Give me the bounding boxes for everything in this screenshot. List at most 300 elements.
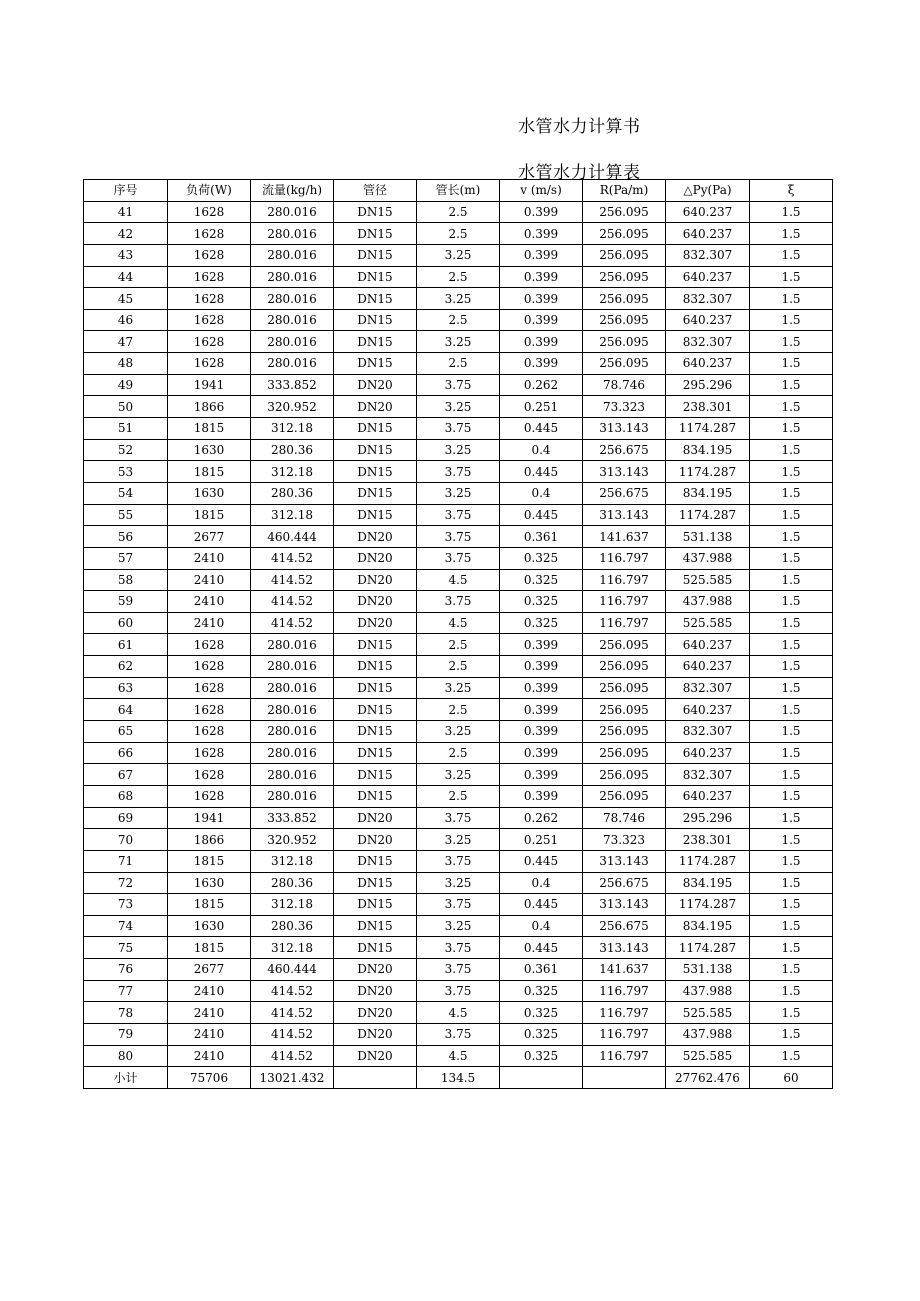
cell-pressure-drop: 640.237	[666, 266, 750, 288]
cell-xi: 1.5	[750, 872, 833, 894]
subtotal-xi: 60	[750, 1067, 833, 1089]
cell-friction: 256.095	[583, 266, 666, 288]
cell-index: 64	[84, 699, 168, 721]
cell-friction: 256.095	[583, 785, 666, 807]
table-row	[84, 591, 833, 613]
cell-index: 71	[84, 850, 168, 872]
cell-pipe-length: 3.75	[417, 418, 500, 440]
cell-friction: 116.797	[583, 1023, 666, 1045]
table-row	[84, 353, 833, 375]
cell-friction: 256.095	[583, 764, 666, 786]
col-header-xi: ξ	[750, 180, 833, 202]
cell-pipe-diameter: DN15	[334, 915, 417, 937]
cell-flow: 280.36	[251, 915, 334, 937]
cell-load: 1628	[168, 656, 251, 678]
cell-velocity: 0.399	[500, 353, 583, 375]
cell-pipe-length: 3.25	[417, 331, 500, 353]
cell-pipe-length: 3.25	[417, 396, 500, 418]
cell-load: 1630	[168, 439, 251, 461]
cell-flow: 280.016	[251, 634, 334, 656]
cell-index: 73	[84, 894, 168, 916]
table-row	[84, 1045, 833, 1067]
cell-pressure-drop: 531.138	[666, 959, 750, 981]
document-title: 水管水力计算书	[518, 117, 641, 137]
cell-flow: 312.18	[251, 894, 334, 916]
cell-friction: 313.143	[583, 937, 666, 959]
cell-flow: 320.952	[251, 396, 334, 418]
cell-flow: 280.016	[251, 288, 334, 310]
cell-load: 1628	[168, 331, 251, 353]
col-header-flow: 流量(kg/h)	[251, 180, 334, 202]
cell-flow: 414.52	[251, 1002, 334, 1024]
cell-pressure-drop: 295.296	[666, 807, 750, 829]
cell-velocity: 0.251	[500, 829, 583, 851]
cell-pipe-diameter: DN15	[334, 742, 417, 764]
cell-flow: 414.52	[251, 1045, 334, 1067]
cell-friction: 256.095	[583, 677, 666, 699]
cell-load: 2410	[168, 1023, 251, 1045]
cell-velocity: 0.4	[500, 915, 583, 937]
cell-index: 62	[84, 656, 168, 678]
cell-pipe-length: 3.75	[417, 591, 500, 613]
cell-flow: 414.52	[251, 591, 334, 613]
table-row	[84, 959, 833, 981]
subtotal-pipe-diameter	[334, 1067, 417, 1089]
cell-pipe-length: 3.75	[417, 526, 500, 548]
cell-pipe-diameter: DN15	[334, 482, 417, 504]
cell-xi: 1.5	[750, 504, 833, 526]
cell-load: 1628	[168, 699, 251, 721]
cell-load: 1815	[168, 937, 251, 959]
cell-velocity: 0.399	[500, 331, 583, 353]
cell-xi: 1.5	[750, 850, 833, 872]
cell-flow: 320.952	[251, 829, 334, 851]
cell-pipe-diameter: DN20	[334, 569, 417, 591]
cell-friction: 73.323	[583, 396, 666, 418]
cell-pressure-drop: 525.585	[666, 1045, 750, 1067]
table-row	[84, 937, 833, 959]
cell-pipe-length: 3.75	[417, 374, 500, 396]
cell-pipe-diameter: DN15	[334, 937, 417, 959]
subtotal-pressure-drop: 27762.476	[666, 1067, 750, 1089]
cell-friction: 256.095	[583, 656, 666, 678]
cell-pipe-length: 3.75	[417, 504, 500, 526]
cell-index: 43	[84, 244, 168, 266]
cell-load: 1866	[168, 829, 251, 851]
cell-pipe-diameter: DN20	[334, 959, 417, 981]
cell-flow: 312.18	[251, 504, 334, 526]
cell-pipe-diameter: DN20	[334, 374, 417, 396]
cell-pipe-length: 4.5	[417, 612, 500, 634]
col-header-load: 负荷(W)	[168, 180, 251, 202]
cell-flow: 414.52	[251, 612, 334, 634]
table-row	[84, 1023, 833, 1045]
subtotal-label: 小计	[84, 1067, 168, 1089]
table-row	[84, 829, 833, 851]
cell-xi: 1.5	[750, 634, 833, 656]
cell-index: 65	[84, 721, 168, 743]
header-row	[84, 180, 833, 202]
col-header-pipe-length: 管长(m)	[417, 180, 500, 202]
cell-velocity: 0.4	[500, 872, 583, 894]
cell-pressure-drop: 834.195	[666, 915, 750, 937]
cell-pressure-drop: 834.195	[666, 872, 750, 894]
cell-flow: 280.36	[251, 482, 334, 504]
cell-xi: 1.5	[750, 569, 833, 591]
cell-load: 2410	[168, 1002, 251, 1024]
table-row	[84, 894, 833, 916]
cell-index: 68	[84, 785, 168, 807]
cell-index: 80	[84, 1045, 168, 1067]
cell-xi: 1.5	[750, 1045, 833, 1067]
cell-pipe-diameter: DN15	[334, 439, 417, 461]
cell-pipe-length: 2.5	[417, 634, 500, 656]
cell-xi: 1.5	[750, 331, 833, 353]
cell-load: 1628	[168, 764, 251, 786]
cell-pressure-drop: 640.237	[666, 353, 750, 375]
cell-flow: 280.016	[251, 309, 334, 331]
cell-pipe-diameter: DN20	[334, 1023, 417, 1045]
cell-velocity: 0.325	[500, 1045, 583, 1067]
subtotal-flow: 13021.432	[251, 1067, 334, 1089]
cell-load: 1941	[168, 807, 251, 829]
cell-index: 49	[84, 374, 168, 396]
cell-pipe-diameter: DN15	[334, 699, 417, 721]
cell-pipe-length: 4.5	[417, 1045, 500, 1067]
cell-friction: 256.095	[583, 309, 666, 331]
col-header-velocity: v (m/s)	[500, 180, 583, 202]
cell-pressure-drop: 832.307	[666, 331, 750, 353]
cell-velocity: 0.399	[500, 764, 583, 786]
cell-pipe-diameter: DN15	[334, 656, 417, 678]
cell-pipe-length: 3.75	[417, 461, 500, 483]
cell-friction: 256.095	[583, 699, 666, 721]
cell-friction: 256.675	[583, 915, 666, 937]
subtotal-row	[84, 1067, 833, 1089]
cell-pipe-length: 2.5	[417, 266, 500, 288]
cell-velocity: 0.325	[500, 569, 583, 591]
table-row	[84, 461, 833, 483]
cell-pressure-drop: 1174.287	[666, 850, 750, 872]
cell-friction: 256.095	[583, 288, 666, 310]
cell-load: 2410	[168, 612, 251, 634]
cell-load: 1815	[168, 894, 251, 916]
cell-friction: 256.675	[583, 439, 666, 461]
cell-xi: 1.5	[750, 829, 833, 851]
cell-pipe-length: 2.5	[417, 742, 500, 764]
cell-load: 2677	[168, 959, 251, 981]
cell-friction: 116.797	[583, 547, 666, 569]
cell-load: 1628	[168, 721, 251, 743]
cell-pipe-diameter: DN15	[334, 461, 417, 483]
cell-velocity: 0.399	[500, 634, 583, 656]
cell-xi: 1.5	[750, 309, 833, 331]
cell-pressure-drop: 1174.287	[666, 937, 750, 959]
cell-pipe-diameter: DN15	[334, 785, 417, 807]
cell-xi: 1.5	[750, 591, 833, 613]
cell-index: 66	[84, 742, 168, 764]
cell-pipe-diameter: DN15	[334, 764, 417, 786]
cell-friction: 313.143	[583, 850, 666, 872]
cell-load: 1630	[168, 872, 251, 894]
cell-xi: 1.5	[750, 547, 833, 569]
cell-pressure-drop: 832.307	[666, 764, 750, 786]
cell-flow: 414.52	[251, 980, 334, 1002]
cell-load: 1628	[168, 677, 251, 699]
cell-pressure-drop: 640.237	[666, 634, 750, 656]
cell-flow: 280.016	[251, 223, 334, 245]
cell-pressure-drop: 531.138	[666, 526, 750, 548]
cell-flow: 280.016	[251, 353, 334, 375]
table-row	[84, 677, 833, 699]
cell-pipe-diameter: DN20	[334, 612, 417, 634]
cell-index: 72	[84, 872, 168, 894]
cell-index: 46	[84, 309, 168, 331]
table-row	[84, 721, 833, 743]
cell-pressure-drop: 640.237	[666, 742, 750, 764]
cell-friction: 73.323	[583, 829, 666, 851]
cell-velocity: 0.325	[500, 1023, 583, 1045]
cell-index: 60	[84, 612, 168, 634]
cell-xi: 1.5	[750, 223, 833, 245]
cell-pipe-length: 4.5	[417, 1002, 500, 1024]
cell-pressure-drop: 525.585	[666, 612, 750, 634]
cell-xi: 1.5	[750, 807, 833, 829]
subtotal-load: 75706	[168, 1067, 251, 1089]
cell-pipe-length: 3.75	[417, 980, 500, 1002]
cell-index: 57	[84, 547, 168, 569]
cell-friction: 116.797	[583, 569, 666, 591]
cell-pipe-length: 3.25	[417, 482, 500, 504]
cell-friction: 256.095	[583, 353, 666, 375]
cell-pipe-length: 3.25	[417, 764, 500, 786]
cell-flow: 280.016	[251, 201, 334, 223]
cell-pressure-drop: 1174.287	[666, 504, 750, 526]
cell-pressure-drop: 832.307	[666, 677, 750, 699]
cell-pressure-drop: 640.237	[666, 656, 750, 678]
table-row	[84, 418, 833, 440]
cell-pipe-diameter: DN15	[334, 418, 417, 440]
cell-velocity: 0.325	[500, 612, 583, 634]
cell-index: 76	[84, 959, 168, 981]
cell-load: 1628	[168, 634, 251, 656]
cell-flow: 460.444	[251, 526, 334, 548]
cell-pressure-drop: 832.307	[666, 288, 750, 310]
cell-flow: 280.016	[251, 656, 334, 678]
cell-xi: 1.5	[750, 656, 833, 678]
cell-friction: 141.637	[583, 959, 666, 981]
cell-pipe-diameter: DN15	[334, 894, 417, 916]
cell-index: 79	[84, 1023, 168, 1045]
cell-index: 75	[84, 937, 168, 959]
cell-pressure-drop: 295.296	[666, 374, 750, 396]
cell-friction: 313.143	[583, 418, 666, 440]
cell-flow: 280.016	[251, 266, 334, 288]
col-header-pipe-diameter: 管径	[334, 180, 417, 202]
cell-friction: 141.637	[583, 526, 666, 548]
cell-index: 70	[84, 829, 168, 851]
cell-flow: 312.18	[251, 850, 334, 872]
cell-xi: 1.5	[750, 980, 833, 1002]
cell-velocity: 0.399	[500, 266, 583, 288]
cell-pipe-diameter: DN15	[334, 677, 417, 699]
subtotal-pipe-length: 134.5	[417, 1067, 500, 1089]
cell-pipe-diameter: DN15	[334, 634, 417, 656]
cell-load: 1941	[168, 374, 251, 396]
subtotal-velocity	[500, 1067, 583, 1089]
cell-xi: 1.5	[750, 482, 833, 504]
cell-friction: 116.797	[583, 1045, 666, 1067]
cell-velocity: 0.325	[500, 591, 583, 613]
cell-pipe-length: 3.25	[417, 872, 500, 894]
cell-pipe-length: 2.5	[417, 309, 500, 331]
cell-velocity: 0.399	[500, 223, 583, 245]
cell-velocity: 0.361	[500, 526, 583, 548]
cell-xi: 1.5	[750, 1023, 833, 1045]
cell-flow: 280.016	[251, 699, 334, 721]
table-row	[84, 1002, 833, 1024]
cell-load: 1866	[168, 396, 251, 418]
cell-load: 1815	[168, 461, 251, 483]
table-row	[84, 807, 833, 829]
cell-load: 1630	[168, 915, 251, 937]
table-row	[84, 569, 833, 591]
cell-pipe-diameter: DN15	[334, 266, 417, 288]
cell-flow: 280.36	[251, 439, 334, 461]
cell-flow: 312.18	[251, 418, 334, 440]
cell-velocity: 0.262	[500, 807, 583, 829]
table-row	[84, 396, 833, 418]
cell-flow: 280.016	[251, 331, 334, 353]
table-row	[84, 201, 833, 223]
cell-xi: 1.5	[750, 894, 833, 916]
cell-index: 69	[84, 807, 168, 829]
cell-load: 1628	[168, 785, 251, 807]
cell-flow: 280.016	[251, 721, 334, 743]
cell-pressure-drop: 834.195	[666, 439, 750, 461]
cell-pressure-drop: 238.301	[666, 396, 750, 418]
table-row	[84, 612, 833, 634]
cell-pipe-length: 3.75	[417, 547, 500, 569]
cell-velocity: 0.445	[500, 894, 583, 916]
col-header-friction: R(Pa/m)	[583, 180, 666, 202]
cell-pressure-drop: 1174.287	[666, 418, 750, 440]
cell-velocity: 0.262	[500, 374, 583, 396]
cell-pressure-drop: 525.585	[666, 1002, 750, 1024]
cell-pipe-length: 3.25	[417, 915, 500, 937]
cell-flow: 333.852	[251, 807, 334, 829]
cell-pipe-diameter: DN15	[334, 721, 417, 743]
cell-xi: 1.5	[750, 353, 833, 375]
cell-friction: 78.746	[583, 807, 666, 829]
cell-index: 47	[84, 331, 168, 353]
table-row	[84, 850, 833, 872]
cell-pipe-length: 3.75	[417, 894, 500, 916]
table-row	[84, 634, 833, 656]
cell-pressure-drop: 834.195	[666, 482, 750, 504]
cell-velocity: 0.399	[500, 677, 583, 699]
cell-velocity: 0.325	[500, 547, 583, 569]
cell-load: 1628	[168, 266, 251, 288]
cell-index: 44	[84, 266, 168, 288]
cell-velocity: 0.251	[500, 396, 583, 418]
cell-friction: 256.095	[583, 721, 666, 743]
cell-pipe-length: 3.25	[417, 829, 500, 851]
cell-index: 45	[84, 288, 168, 310]
cell-pipe-length: 2.5	[417, 353, 500, 375]
cell-pressure-drop: 640.237	[666, 699, 750, 721]
cell-friction: 256.095	[583, 223, 666, 245]
cell-pipe-length: 2.5	[417, 699, 500, 721]
cell-index: 54	[84, 482, 168, 504]
table-row	[84, 266, 833, 288]
cell-friction: 313.143	[583, 504, 666, 526]
cell-pipe-diameter: DN15	[334, 288, 417, 310]
cell-velocity: 0.325	[500, 1002, 583, 1024]
cell-pressure-drop: 832.307	[666, 244, 750, 266]
cell-pipe-diameter: DN20	[334, 396, 417, 418]
cell-flow: 280.016	[251, 677, 334, 699]
cell-pipe-diameter: DN20	[334, 807, 417, 829]
cell-friction: 78.746	[583, 374, 666, 396]
cell-pressure-drop: 437.988	[666, 1023, 750, 1045]
cell-velocity: 0.399	[500, 244, 583, 266]
cell-pressure-drop: 640.237	[666, 785, 750, 807]
cell-load: 1815	[168, 418, 251, 440]
cell-load: 2410	[168, 569, 251, 591]
cell-xi: 1.5	[750, 461, 833, 483]
table-row	[84, 980, 833, 1002]
subtotal-friction	[583, 1067, 666, 1089]
cell-friction: 256.095	[583, 634, 666, 656]
cell-flow: 414.52	[251, 1023, 334, 1045]
cell-index: 53	[84, 461, 168, 483]
cell-pipe-diameter: DN15	[334, 850, 417, 872]
table-row	[84, 785, 833, 807]
cell-index: 51	[84, 418, 168, 440]
col-header-index: 序号	[84, 180, 168, 202]
cell-index: 63	[84, 677, 168, 699]
cell-friction: 256.675	[583, 482, 666, 504]
hydraulic-calculation-table	[83, 179, 833, 1089]
cell-friction: 256.095	[583, 244, 666, 266]
cell-pipe-length: 3.25	[417, 721, 500, 743]
cell-velocity: 0.399	[500, 785, 583, 807]
cell-pressure-drop: 640.237	[666, 201, 750, 223]
cell-pipe-diameter: DN20	[334, 829, 417, 851]
cell-load: 1815	[168, 850, 251, 872]
cell-load: 1628	[168, 742, 251, 764]
cell-load: 1628	[168, 201, 251, 223]
cell-xi: 1.5	[750, 439, 833, 461]
cell-load: 1628	[168, 353, 251, 375]
cell-velocity: 0.361	[500, 959, 583, 981]
table-row	[84, 656, 833, 678]
cell-flow: 280.016	[251, 764, 334, 786]
cell-flow: 333.852	[251, 374, 334, 396]
cell-index: 78	[84, 1002, 168, 1024]
cell-velocity: 0.4	[500, 482, 583, 504]
cell-friction: 256.675	[583, 872, 666, 894]
cell-pipe-diameter: DN15	[334, 872, 417, 894]
cell-friction: 116.797	[583, 612, 666, 634]
cell-index: 55	[84, 504, 168, 526]
table-title: 水管水力计算表	[518, 163, 641, 183]
table-row	[84, 742, 833, 764]
cell-xi: 1.5	[750, 937, 833, 959]
cell-flow: 312.18	[251, 937, 334, 959]
cell-xi: 1.5	[750, 764, 833, 786]
